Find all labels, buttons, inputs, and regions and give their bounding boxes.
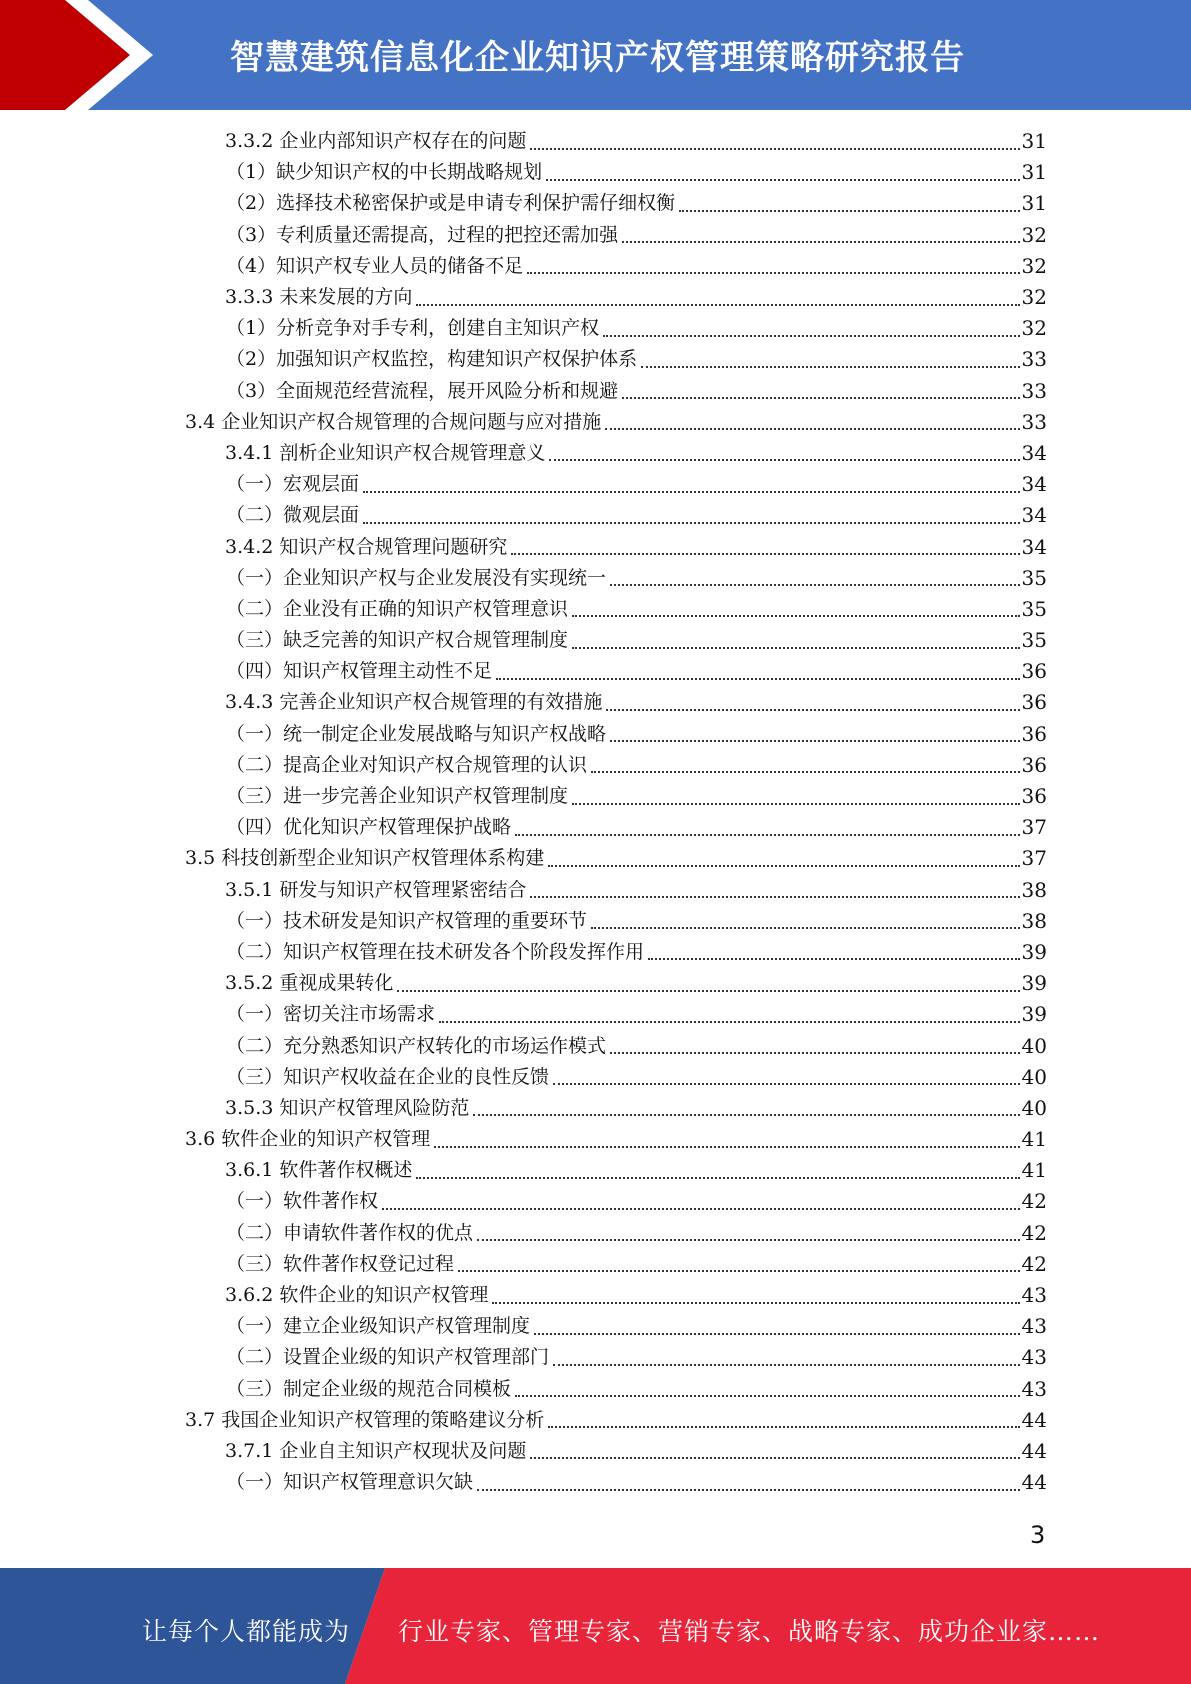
toc-dot-leader	[591, 927, 1020, 929]
toc-entry[interactable]	[185, 1405, 1047, 1436]
toc-entry[interactable]	[226, 1218, 1047, 1249]
toc-dot-leader	[679, 210, 1019, 212]
toc-entry[interactable]	[225, 282, 1047, 313]
toc-entry-page: 34	[1021, 472, 1047, 497]
toc-entry[interactable]	[225, 531, 1047, 562]
page-header	[0, 0, 1191, 110]
toc-entry[interactable]	[226, 719, 1047, 750]
toc-dot-leader	[492, 1302, 1019, 1304]
toc-entry-label: （一）宏观层面	[226, 469, 363, 500]
toc-entry[interactable]	[225, 126, 1047, 157]
toc-entry-label: 3.5 科技创新型企业知识产权管理体系构建	[185, 843, 548, 874]
toc-dot-leader	[496, 678, 1020, 680]
toc-entry[interactable]	[226, 625, 1047, 656]
toc-entry[interactable]	[226, 500, 1047, 531]
toc-entry-label: 3.5.3 知识产权管理风险防范	[225, 1093, 473, 1124]
toc-entry-label: （三）知识产权收益在企业的良性反馈	[226, 1062, 553, 1093]
toc-entry-label: 3.7.1 企业自主知识产权现状及问题	[225, 1436, 530, 1467]
toc-entry-page: 34	[1021, 534, 1047, 559]
toc-dot-leader	[363, 522, 1020, 524]
toc-entry-page: 34	[1021, 440, 1047, 465]
toc-entry[interactable]	[226, 220, 1047, 251]
toc-entry-label: （三）缺乏完善的知识产权合规管理制度	[226, 625, 572, 656]
toc-entry-page: 43	[1021, 1376, 1047, 1401]
toc-entry-page: 44	[1021, 1438, 1047, 1463]
toc-entry-page: 34	[1021, 503, 1047, 528]
toc-entry-page: 35	[1021, 596, 1047, 621]
toc-entry-page: 31	[1021, 129, 1047, 154]
toc-dot-leader	[530, 148, 1019, 150]
toc-dot-leader	[530, 896, 1019, 898]
toc-entry-label: （二）设置企业级的知识产权管理部门	[226, 1342, 553, 1373]
toc-entry[interactable]	[225, 968, 1047, 999]
toc-entry[interactable]	[185, 1124, 1047, 1155]
toc-entry[interactable]	[226, 750, 1047, 781]
toc-entry-label: 3.4 企业知识产权合规管理的合规问题与应对措施	[185, 407, 605, 438]
toc-dot-leader	[416, 304, 1019, 306]
toc-dot-leader	[477, 1239, 1020, 1241]
toc-dot-leader	[610, 1052, 1020, 1054]
toc-dot-leader	[515, 1395, 1020, 1397]
toc-dot-leader	[572, 615, 1020, 617]
toc-entry-label: （一）软件著作权	[226, 1186, 382, 1217]
toc-entry[interactable]	[226, 999, 1047, 1030]
toc-entry-label: （一）密切关注市场需求	[226, 999, 439, 1030]
toc-entry-page: 44	[1021, 1407, 1047, 1432]
toc-dot-leader	[548, 1426, 1019, 1428]
toc-entry-page: 42	[1021, 1220, 1047, 1245]
toc-entry-label: 3.6.2 软件企业的知识产权管理	[225, 1280, 492, 1311]
toc-entry-label: 3.5.2 重视成果转化	[225, 968, 397, 999]
toc-entry-page: 39	[1021, 939, 1047, 964]
toc-entry[interactable]	[226, 1186, 1047, 1217]
footer-slogan-left: 让每个人都能成为	[142, 1617, 351, 1646]
toc-entry-label: （2）加强知识产权监控，构建知识产权保护体系	[226, 344, 641, 375]
toc-entry-label: （3）专利质量还需提高，过程的把控还需加强	[226, 220, 622, 251]
toc-dot-leader	[527, 272, 1019, 274]
toc-entry-page: 35	[1021, 565, 1047, 590]
toc-entry-label: 3.4.3 完善企业知识产权合规管理的有效措施	[225, 687, 606, 718]
toc-entry[interactable]	[185, 407, 1047, 438]
toc-dot-leader	[610, 740, 1020, 742]
toc-entry-page: 39	[1021, 1002, 1047, 1027]
toc-entry[interactable]	[226, 906, 1047, 937]
toc-dot-leader	[641, 366, 1019, 368]
toc-entry-label: （四）优化知识产权管理保护战略	[226, 812, 515, 843]
header-red-chevron	[0, 0, 130, 110]
toc-dot-leader	[606, 709, 1019, 711]
footer-slogan-right: 行业专家、管理专家、营销专家、战略专家、成功企业家……	[398, 1617, 1101, 1646]
toc-dot-leader	[458, 1270, 1020, 1272]
toc-entry[interactable]	[226, 563, 1047, 594]
toc-entry[interactable]	[226, 157, 1047, 188]
toc-entry-page: 38	[1021, 908, 1047, 933]
toc-entry-label: （二）提高企业对知识产权合规管理的认识	[226, 750, 591, 781]
toc-entry-page: 40	[1021, 1033, 1047, 1058]
toc-entry-label: （一）知识产权管理意识欠缺	[226, 1467, 477, 1498]
toc-dot-leader	[477, 1489, 1020, 1491]
toc-dot-leader	[553, 1083, 1020, 1085]
toc-dot-leader	[473, 1114, 1019, 1116]
toc-entry[interactable]	[226, 313, 1047, 344]
toc-dot-leader	[622, 241, 1019, 243]
toc-entry-page: 31	[1021, 160, 1047, 185]
document-title: 智慧建筑信息化企业知识产权管理策略研究报告	[230, 38, 965, 78]
toc-dot-leader	[549, 459, 1019, 461]
toc-entry-label: （一）建立企业级知识产权管理制度	[226, 1311, 534, 1342]
toc-entry-label: 3.6 软件企业的知识产权管理	[185, 1124, 434, 1155]
toc-dot-leader	[530, 1457, 1019, 1459]
toc-entry-page: 36	[1021, 752, 1047, 777]
toc-entry-page: 42	[1021, 1251, 1047, 1276]
toc-entry-label: （4）知识产权专业人员的储备不足	[226, 251, 527, 282]
toc-entry[interactable]	[225, 687, 1047, 718]
toc-entry-label: （二）微观层面	[226, 500, 363, 531]
toc-entry-page: 43	[1021, 1345, 1047, 1370]
toc-entry-page: 33	[1021, 347, 1047, 372]
toc-entry[interactable]	[226, 1467, 1047, 1498]
toc-dot-leader	[603, 335, 1019, 337]
toc-entry-label: （2）选择技术秘密保护或是申请专利保护需仔细权衡	[226, 188, 679, 219]
toc-entry-page: 37	[1021, 846, 1047, 871]
toc-entry-page: 32	[1021, 316, 1047, 341]
toc-dot-leader	[610, 584, 1020, 586]
toc-entry-label: （二）申请软件著作权的优点	[226, 1218, 477, 1249]
toc-entry-label: 3.4.1 剖析企业知识产权合规管理意义	[225, 438, 549, 469]
toc-entry-label: （1）分析竞争对手专利，创建自主知识产权	[226, 313, 603, 344]
toc-entry[interactable]	[225, 1155, 1047, 1186]
toc-entry-page: 41	[1021, 1127, 1047, 1152]
toc-entry-label: 3.7 我国企业知识产权管理的策略建议分析	[185, 1405, 548, 1436]
toc-entry-label: 3.3.2 企业内部知识产权存在的问题	[225, 126, 530, 157]
toc-entry[interactable]	[226, 469, 1047, 500]
toc-entry-page: 40	[1021, 1095, 1047, 1120]
toc-dot-leader	[382, 1208, 1020, 1210]
toc-entry-label: （二）知识产权管理在技术研发各个阶段发挥作用	[226, 937, 648, 968]
toc-entry-label: （四）知识产权管理主动性不足	[226, 656, 496, 687]
toc-dot-leader	[548, 865, 1019, 867]
toc-dot-leader	[605, 428, 1019, 430]
toc-entry-label: （三）软件著作权登记过程	[226, 1249, 458, 1280]
toc-dot-leader	[439, 1021, 1020, 1023]
toc-entry-page: 36	[1021, 784, 1047, 809]
toc-entry-page: 32	[1021, 253, 1047, 278]
toc-entry-label: （一）企业知识产权与企业发展没有实现统一	[226, 563, 610, 594]
toc-entry[interactable]	[226, 656, 1047, 687]
toc-dot-leader	[546, 179, 1019, 181]
toc-entry-label: （1）缺少知识产权的中长期战略规划	[226, 157, 546, 188]
toc-entry-label: （三）制定企业级的规范合同模板	[226, 1374, 515, 1405]
toc-entry[interactable]	[225, 1093, 1047, 1124]
page-footer	[0, 1568, 1191, 1684]
toc-dot-leader	[397, 990, 1019, 992]
toc-entry[interactable]	[226, 812, 1047, 843]
toc-entry[interactable]	[225, 438, 1047, 469]
toc-entry-label: （一）技术研发是知识产权管理的重要环节	[226, 906, 591, 937]
toc-entry-page: 43	[1021, 1283, 1047, 1308]
toc-dot-leader	[553, 1364, 1020, 1366]
toc-dot-leader	[591, 771, 1020, 773]
toc-entry-page: 33	[1021, 409, 1047, 434]
toc-entry-page: 42	[1021, 1189, 1047, 1214]
toc-dot-leader	[648, 958, 1020, 960]
toc-entry-page: 32	[1021, 285, 1047, 310]
table-of-contents	[0, 126, 1191, 1498]
toc-entry-label: 3.6.1 软件著作权概述	[225, 1155, 416, 1186]
toc-entry-page: 38	[1021, 877, 1047, 902]
toc-entry[interactable]	[226, 344, 1047, 375]
toc-entry[interactable]	[226, 1374, 1047, 1405]
toc-entry-page: 35	[1021, 628, 1047, 653]
toc-entry[interactable]	[226, 376, 1047, 407]
toc-entry[interactable]	[226, 781, 1047, 812]
toc-entry[interactable]	[226, 251, 1047, 282]
toc-entry-page: 41	[1021, 1158, 1047, 1183]
toc-entry[interactable]	[226, 1030, 1047, 1061]
toc-entry-label: （二）充分熟悉知识产权转化的市场运作模式	[226, 1031, 610, 1062]
page-number: 3	[1030, 1521, 1046, 1549]
toc-entry[interactable]	[226, 1062, 1047, 1093]
toc-entry-page: 36	[1021, 690, 1047, 715]
toc-dot-leader	[572, 647, 1020, 649]
toc-entry[interactable]	[226, 1342, 1047, 1373]
toc-entry-label: （三）进一步完善企业知识产权管理制度	[226, 781, 572, 812]
toc-entry[interactable]	[226, 937, 1047, 968]
toc-entry-page: 36	[1021, 659, 1047, 684]
toc-entry[interactable]	[226, 188, 1047, 219]
toc-dot-leader	[511, 553, 1019, 555]
toc-entry[interactable]	[226, 1249, 1047, 1280]
toc-dot-leader	[416, 1177, 1019, 1179]
toc-entry-page: 36	[1021, 721, 1047, 746]
toc-entry[interactable]	[225, 1436, 1047, 1467]
toc-entry-label: 3.3.3 未来发展的方向	[225, 282, 416, 313]
toc-entry-label: 3.4.2 知识产权合规管理问题研究	[225, 532, 511, 563]
toc-dot-leader	[622, 397, 1019, 399]
toc-entry-page: 31	[1021, 191, 1047, 216]
toc-dot-leader	[434, 1146, 1019, 1148]
toc-dot-leader	[572, 803, 1020, 805]
toc-entry-page: 33	[1021, 378, 1047, 403]
toc-dot-leader	[515, 834, 1020, 836]
toc-entry[interactable]	[185, 843, 1047, 874]
toc-entry-label: （3）全面规范经营流程，展开风险分析和规避	[226, 376, 622, 407]
toc-entry-page: 40	[1021, 1064, 1047, 1089]
toc-entry[interactable]	[225, 1280, 1047, 1311]
toc-entry-label: （一）统一制定企业发展战略与知识产权战略	[226, 719, 610, 750]
toc-entry-page: 44	[1021, 1470, 1047, 1495]
toc-entry[interactable]	[226, 594, 1047, 625]
toc-dot-leader	[363, 491, 1020, 493]
toc-entry-label: 3.5.1 研发与知识产权管理紧密结合	[225, 875, 530, 906]
toc-dot-leader	[534, 1333, 1020, 1335]
toc-entry-label: （二）企业没有正确的知识产权管理意识	[226, 594, 572, 625]
toc-entry[interactable]	[225, 875, 1047, 906]
toc-entry-page: 43	[1021, 1314, 1047, 1339]
toc-entry[interactable]	[226, 1311, 1047, 1342]
toc-entry-page: 37	[1021, 815, 1047, 840]
toc-entry-page: 32	[1021, 222, 1047, 247]
toc-entry-page: 39	[1021, 971, 1047, 996]
